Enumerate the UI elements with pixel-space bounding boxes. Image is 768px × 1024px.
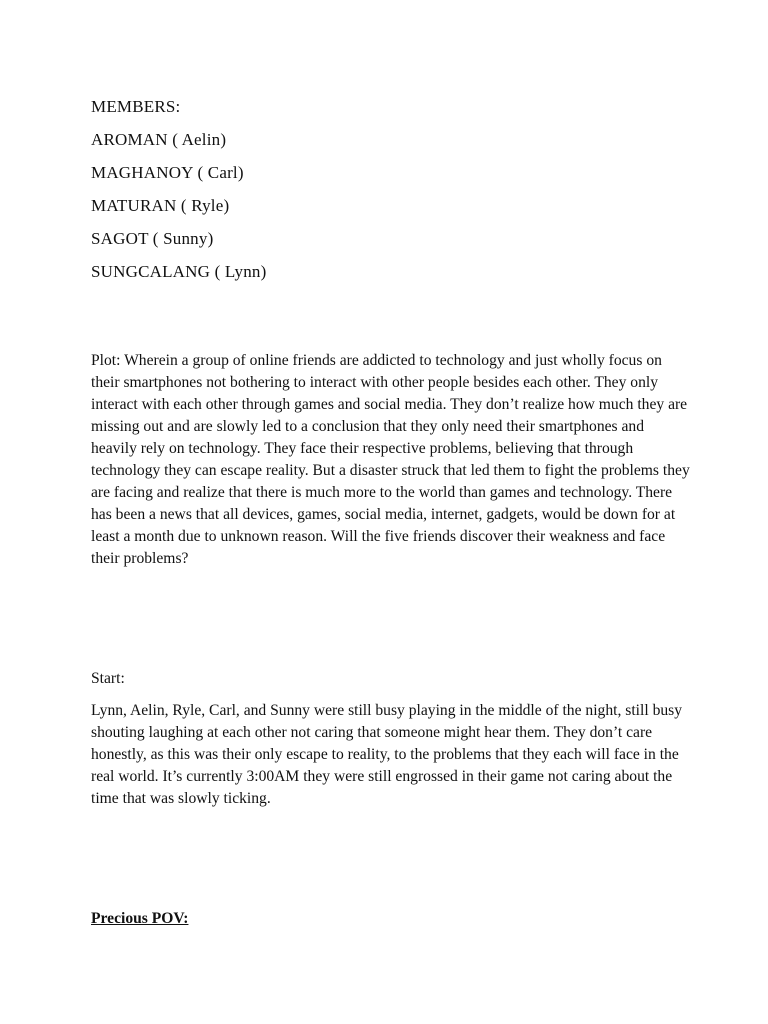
member-sungcalang: SUNGCALANG ( Lynn) [91,262,267,281]
pov-heading: Precious POV: [91,910,189,927]
member-aroman: AROMAN ( Aelin) [91,130,227,149]
member-maghanoy: MAGHANOY ( Carl) [91,163,244,182]
members-section [91,90,691,288]
start-paragraph: Lynn, Aelin, Ryle, Carl, and Sunny were still busy playing in the middle of the night, still busy shouting laughing at each other not caring that someone might hear them. They don’t care honestly, as this was their only escape to reality, to the problems that they each will face in the real world. It’s currently 3:00AM they were still engrossed in their game not caring about the time that was slowly ticking. [91,702,683,807]
plot-paragraph: Plot: Wherein a group of online friends are addicted to technology and just wholly focus on their smartphones not bothering to interact with other people besides each other. They only interact with each other through games and social media. They don’t realize how much they are missing out and are slowly led to a conclusion that they only need their smartphones and heavily rely on technology. They face their respective problems, believing that through technology they can escape reality. But a disaster struck that led them to fight the problems they are facing and realize that there is much more to the world than games and technology. There has been a news that all devices, games, social media, internet, gadgets, would be down for at least a month due to unknown reason. Will the five friends discover their weakness and face their problems? [91,352,690,567]
start-label: Start: [91,670,125,687]
member-sagot: SAGOT ( Sunny) [91,229,214,248]
members-heading: MEMBERS: [91,97,181,116]
member-maturan: MATURAN ( Ryle) [91,196,230,215]
